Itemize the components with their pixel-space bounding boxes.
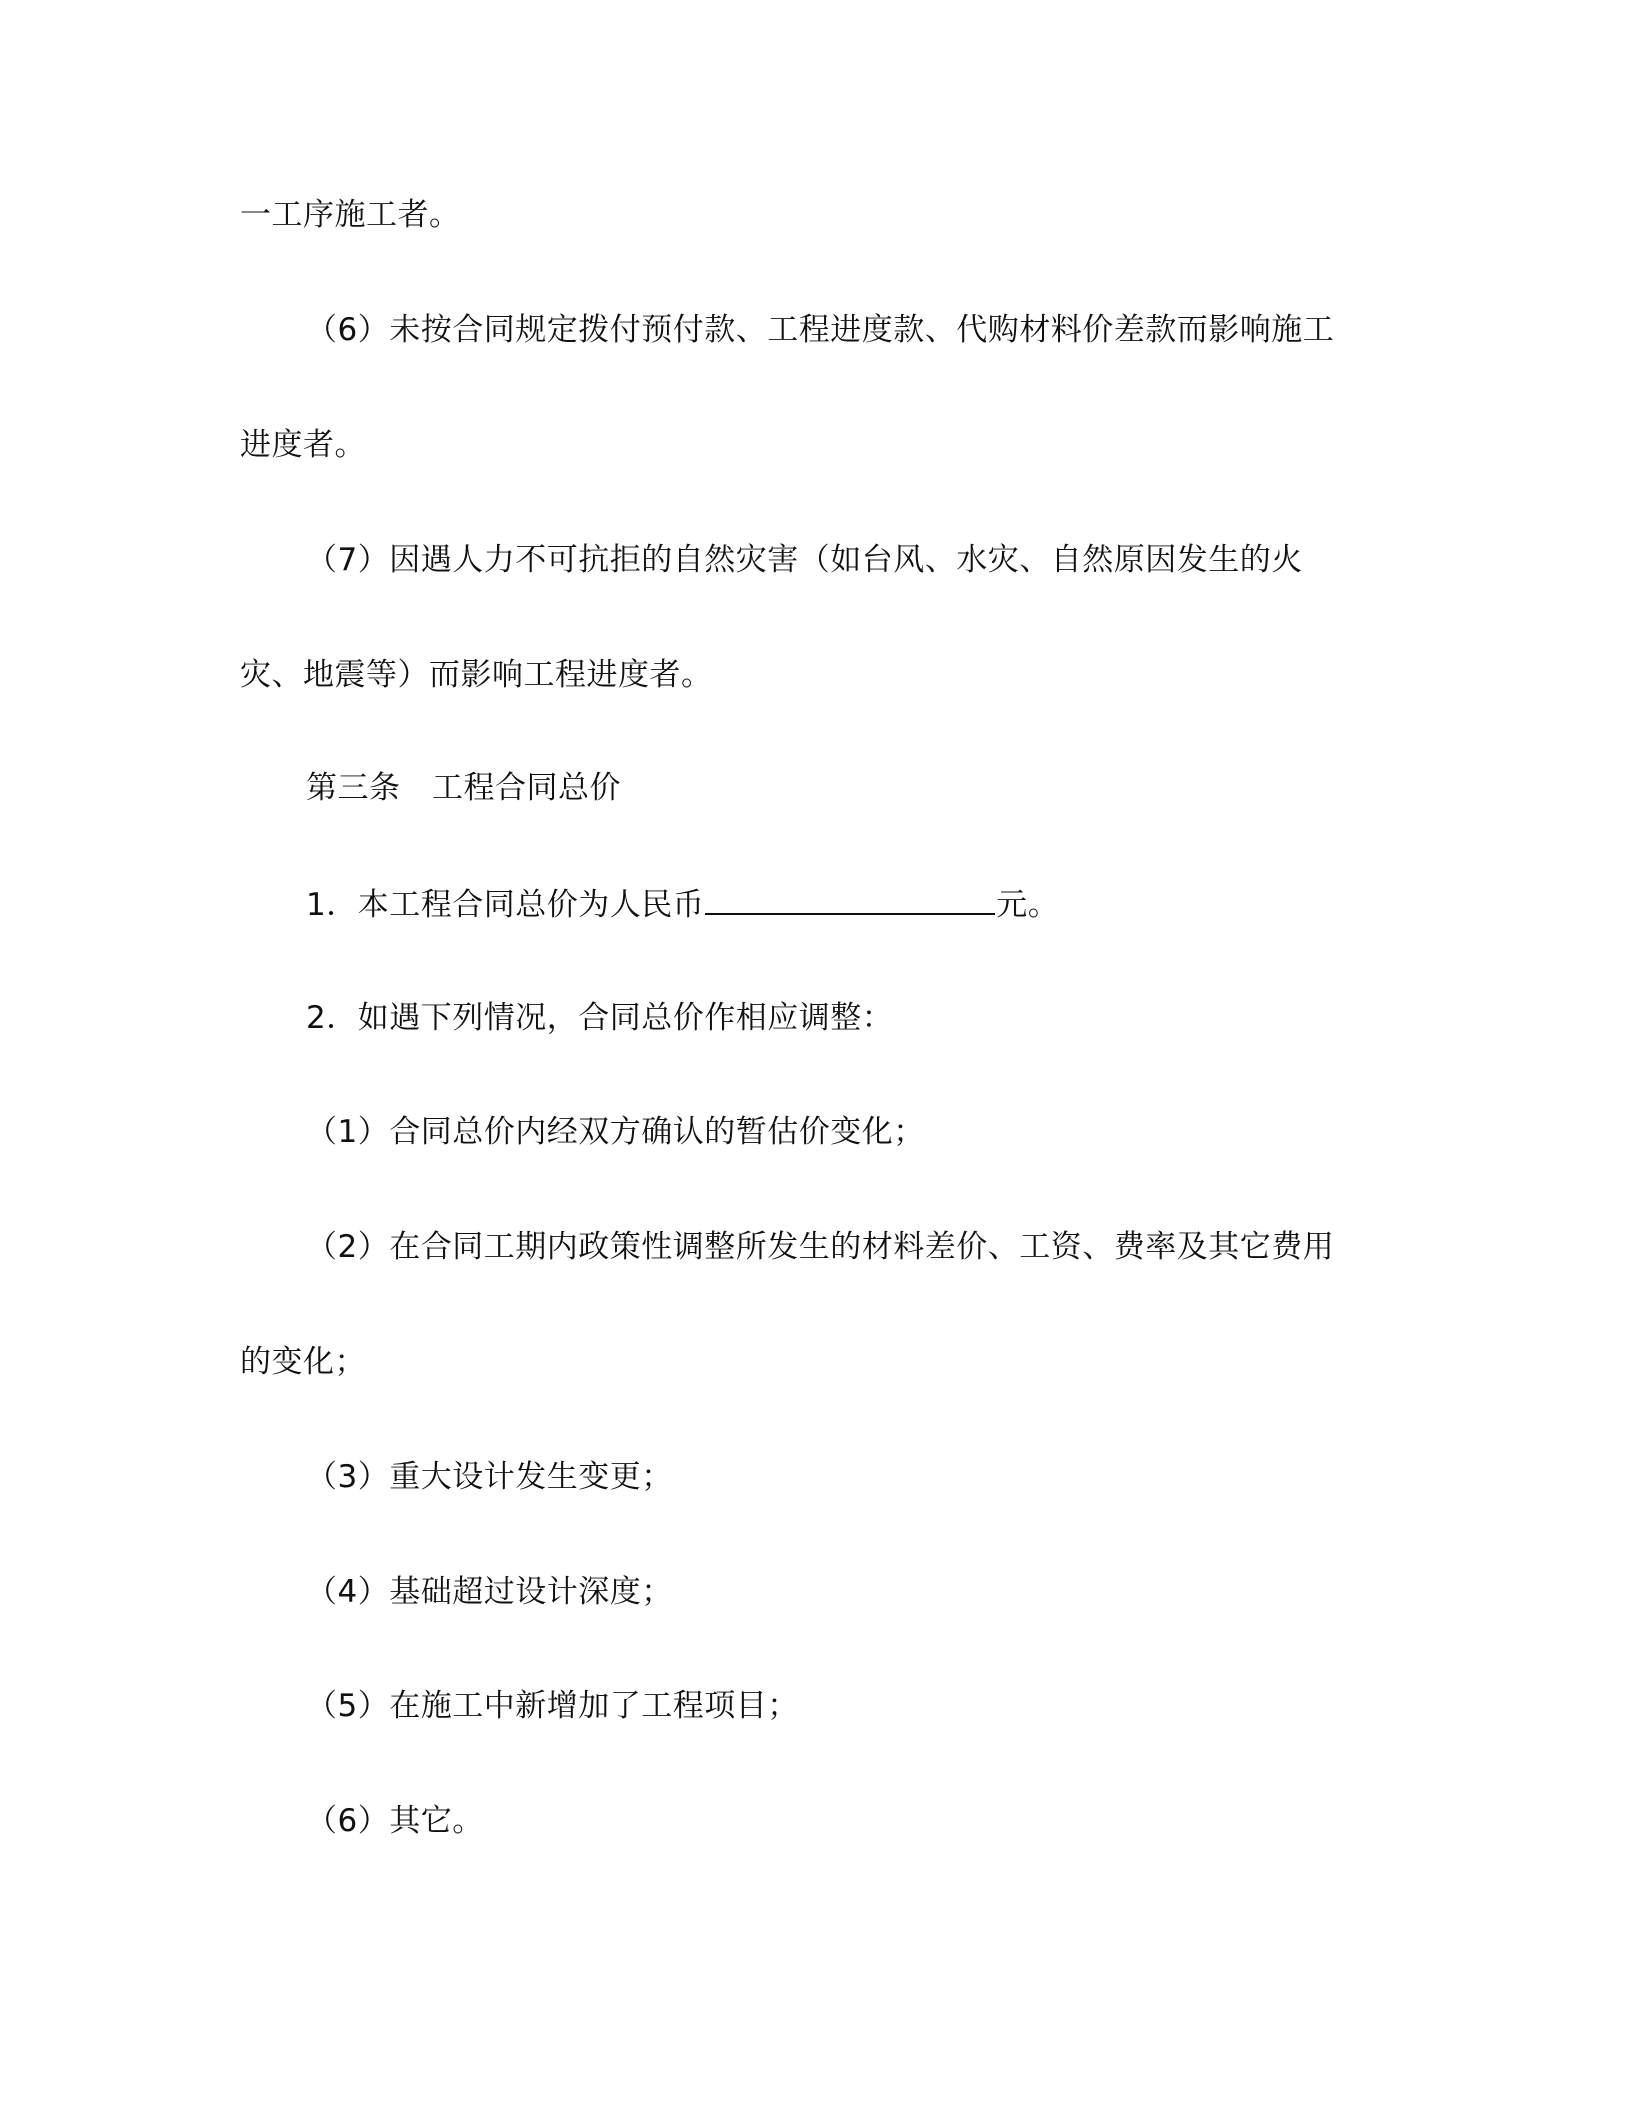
text-line-15: （6）其它。 xyxy=(306,1803,484,1839)
text-line-5: 灾、地震等）而影响工程进度者。 xyxy=(240,657,713,693)
text-line-8: 2．如遇下列情况，合同总价作相应调整： xyxy=(306,1000,894,1036)
text-line-13: （4）基础超过设计深度； xyxy=(306,1574,673,1610)
price-clause xyxy=(306,883,1059,925)
text-line-10: （2）在合同工期内政策性调整所发生的材料差价、工资、费率及其它费用 xyxy=(306,1229,1335,1265)
text-line-1: 一工序施工者。 xyxy=(240,197,461,233)
price-blank-line xyxy=(705,883,995,915)
text-line-4: （7）因遇人力不可抗拒的自然灾害（如台风、水灾、自然原因发生的火 xyxy=(306,542,1303,578)
text-line-12: （3）重大设计发生变更； xyxy=(306,1459,673,1495)
text-line-9: （1）合同总价内经双方确认的暂估价变化； xyxy=(306,1114,925,1150)
text-line-3: 进度者。 xyxy=(240,427,366,463)
article-heading: 第三条 工程合同总价 xyxy=(306,770,621,806)
text-line-14: （5）在施工中新增加了工程项目； xyxy=(306,1688,799,1724)
price-clause-prefix: 1．本工程合同总价为人民币 xyxy=(306,887,705,923)
price-clause-suffix: 元。 xyxy=(996,887,1060,923)
text-line-2: （6）未按合同规定拨付预付款、工程进度款、代购材料价差款而影响施工 xyxy=(306,312,1335,348)
text-line-11: 的变化； xyxy=(240,1344,366,1380)
